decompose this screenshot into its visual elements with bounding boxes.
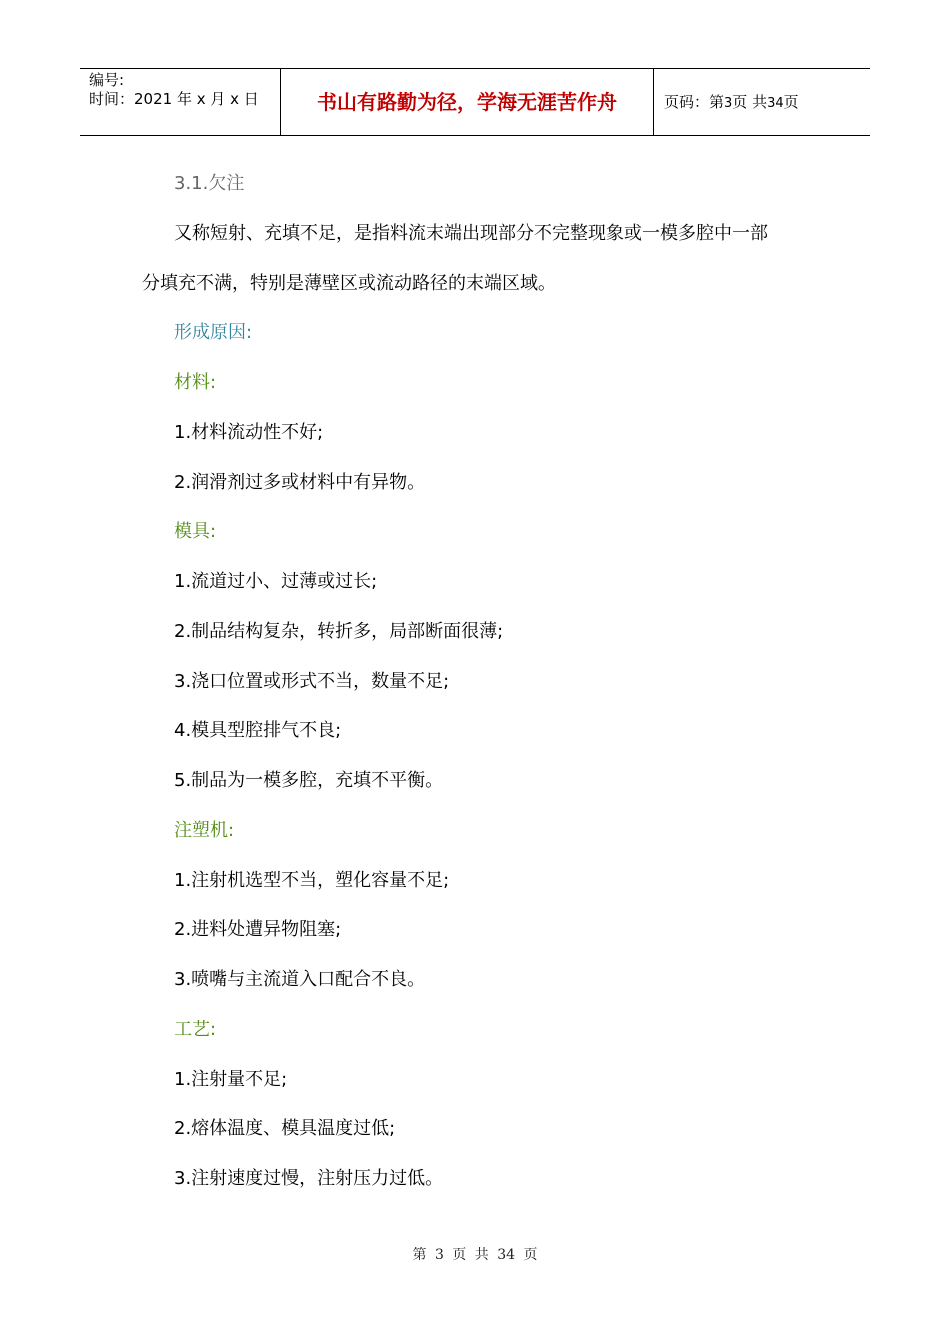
process-item: 3.注射速度过慢，注射压力过低。 bbox=[174, 1168, 444, 1189]
mold-heading: 模具: bbox=[174, 521, 217, 542]
mold-item: 3.浇口位置或形式不当，数量不足; bbox=[174, 671, 450, 692]
machine-heading: 注塑机: bbox=[174, 820, 235, 841]
page-label-mid: 页 共 bbox=[732, 93, 768, 111]
mold-item: 2.制品结构复杂，转折多，局部断面很薄; bbox=[174, 621, 504, 642]
machine-item: 3.喷嘴与主流道入口配合不良。 bbox=[174, 969, 426, 990]
document-time-label: 时间：2021 年 x 月 x 日 bbox=[89, 90, 259, 108]
mold-item: 4.模具型腔排气不良; bbox=[174, 720, 342, 741]
document-header bbox=[80, 68, 870, 136]
machine-item: 1.注射机选型不当，塑化容量不足; bbox=[174, 870, 450, 891]
process-item: 2.熔体温度、模具温度过低; bbox=[174, 1118, 396, 1139]
page-label-prefix: 页码：第 bbox=[664, 93, 725, 111]
header-motto: 书山有路勤为径，学海无涯苦作舟 bbox=[281, 69, 654, 135]
process-heading: 工艺: bbox=[174, 1019, 217, 1040]
mold-item: 5.制品为一模多腔，充填不平衡。 bbox=[174, 770, 444, 791]
page-footer: 第 3 页 共 34 页 bbox=[412, 1247, 538, 1263]
material-heading: 材料: bbox=[174, 372, 217, 393]
document-number-label: 编号: bbox=[89, 71, 125, 89]
material-item: 1.材料流动性不好; bbox=[174, 422, 324, 443]
mold-item: 1.流道过小、过薄或过长; bbox=[174, 571, 378, 592]
machine-item: 2.进料处遭异物阻塞; bbox=[174, 919, 342, 940]
causes-heading: 形成原因: bbox=[174, 322, 253, 343]
intro-paragraph-line-2: 分填充不满，特别是薄壁区或流动路径的末端区域。 bbox=[142, 273, 556, 294]
process-item: 1.注射量不足; bbox=[174, 1069, 288, 1090]
material-item: 2.润滑剂过多或材料中有异物。 bbox=[174, 472, 426, 493]
page-current-number: 3 bbox=[724, 96, 733, 111]
page-total-number: 34 bbox=[767, 96, 784, 111]
intro-paragraph-line-1: 又称短射、充填不足，是指料流末端出现部分不完整现象或一模多腔中一部 bbox=[174, 223, 768, 244]
section-title: 3.1.欠注 bbox=[174, 173, 245, 194]
header-page-info bbox=[654, 69, 870, 135]
header-meta-cell bbox=[80, 69, 281, 135]
page-label-suffix: 页 bbox=[783, 93, 799, 111]
